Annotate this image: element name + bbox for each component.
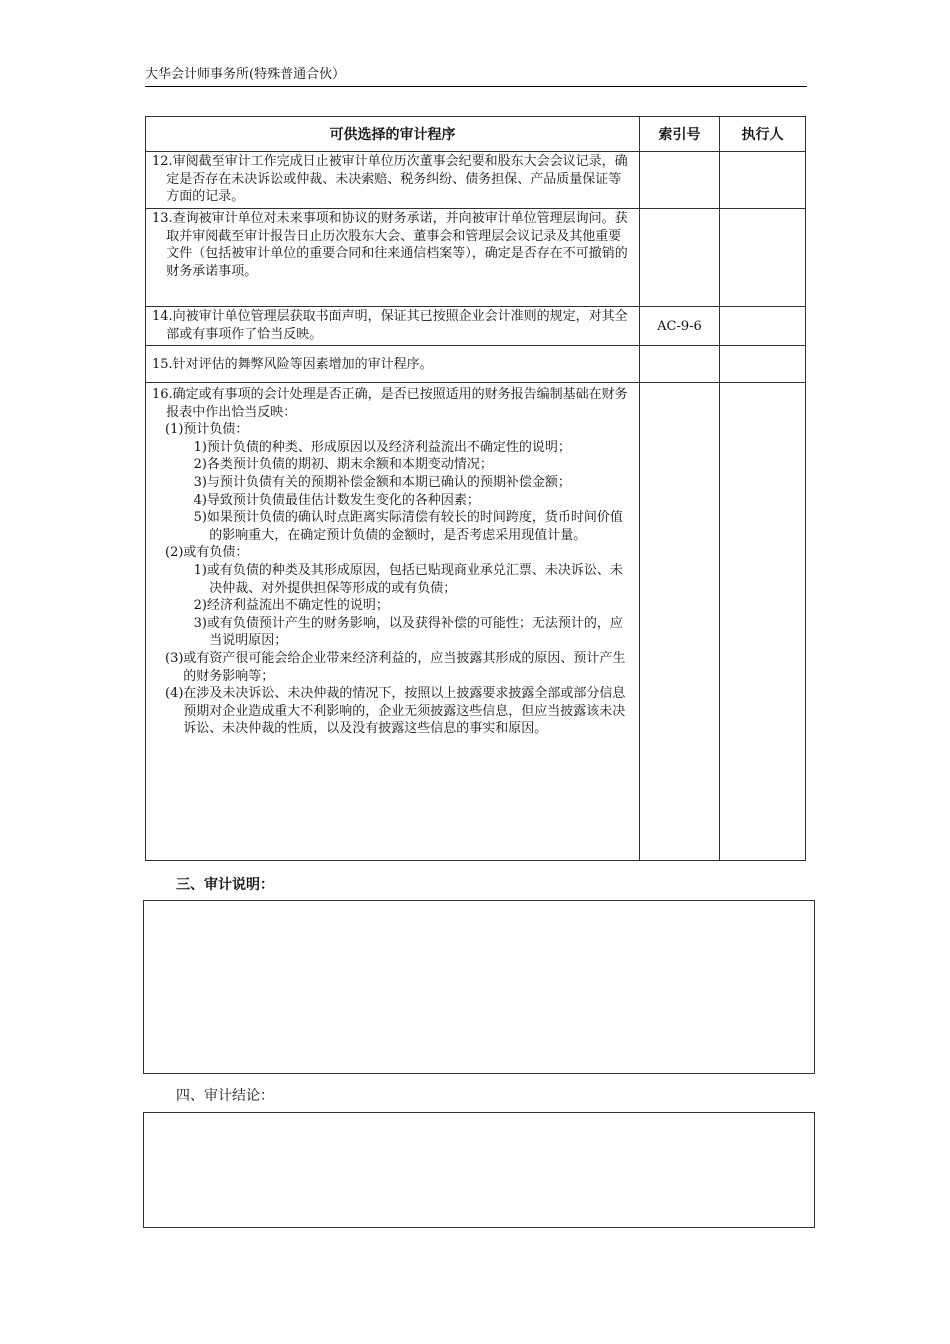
sub-sub-item: 3)与预计负债有关的预期补偿金额和本期已确认的预期补偿金额； (193, 474, 571, 490)
executor-cell (720, 307, 806, 346)
sub-item: (2)或有负债： (165, 545, 249, 561)
procedure-cell (146, 346, 640, 383)
index-cell (640, 209, 720, 307)
procedure-text: 14.向被审计单位管理层获取书面声明，保证其已按照企业会计准则的规定，对其全部或有事项作了恰当反映。 (152, 309, 628, 342)
table-row (146, 307, 806, 346)
sub-sub-item: 2)经济利益流出不确定性的说明； (193, 598, 389, 614)
col-header-index: 索引号 (640, 117, 720, 152)
executor-cell (720, 152, 806, 209)
sub-sub-item: 1)或有负债的种类及其形成原因，包括已贴现商业承兑汇票、未决诉讼、未决仲裁、对外提供担保等形成的或有负债； (193, 562, 623, 596)
audit-procedure-table (145, 116, 806, 861)
procedure-cell (146, 209, 640, 307)
procedure-text: 13.查询被审计单位对未来事项和协议的财务承诺，并向被审计单位管理层询问。获取并审阅截至审计报告日止历次股东大会、董事会和管理层会议记录及其他重要文件（包括被审计单位的重要合同和往来通信档案等），确定是否存在不可撤销的财务承诺事项。 (152, 211, 628, 279)
sub-item: (4)在涉及未决诉讼、未决仲裁的情况下，按照以上披露要求披露全部或部分信息预期对企业造成重大不利影响的，企业无须披露这些信息，但应当披露该未决诉讼、未决仲裁的性质，以及没有披露这些信息的事实和原因。 (165, 686, 626, 737)
col-header-procedure: 可供选择的审计程序 (146, 117, 640, 152)
sub-sub-item: 4)导致预计负债最佳估计数发生变化的各种因素； (193, 492, 480, 508)
index-cell (640, 346, 720, 383)
table-row (146, 383, 806, 861)
procedure-text: 15.针对评估的舞弊风险等因素增加的审计程序。 (152, 356, 433, 372)
table-row (146, 209, 806, 307)
executor-cell (720, 346, 806, 383)
audit-conclusion-title: 四、审计结论： (176, 1088, 274, 1104)
procedure-cell (146, 383, 640, 861)
audit-conclusion-box[interactable] (143, 1112, 815, 1228)
index-cell (640, 152, 720, 209)
sub-item: (3)或有资产很可能会给企业带来经济利益的，应当披露其形成的原因、预计产生的财务影响等； (165, 650, 626, 684)
col-header-executor: 执行人 (720, 117, 806, 152)
sub-sub-item: 3)或有负债预计产生的财务影响，以及获得补偿的可能性；无法预计的，应当说明原因； (193, 615, 623, 649)
executor-cell (720, 383, 806, 861)
procedure-text: 16.确定或有事项的会计处理是否正确，是否已按照适用的财务报告编制基础在财务报表中作出恰当反映： (152, 387, 628, 420)
table-row (146, 346, 806, 383)
sub-sub-item: 5)如果预计负债的确认时点距离实际清偿有较长的时间跨度，货币时间价值的影响重大，在确定预计负债的金额时，是否考虑采用现值计量。 (193, 510, 623, 543)
index-cell (640, 383, 720, 861)
table-header-row (146, 117, 806, 152)
sub-sub-item: 2)各类预计负债的期初、期末余额和本期变动情况； (193, 457, 493, 473)
sub-item: (1)预计负债： (165, 422, 249, 438)
audit-notes-title: 三、审计说明： (176, 877, 274, 893)
page-header: 大华会计师事务所(特殊普通合伙） (145, 64, 807, 87)
sub-sub-item: 1)预计负债的种类、形成原因以及经济利益流出不确定性的说明； (193, 439, 571, 455)
procedure-text: 12.审阅截至审计工作完成日止被审计单位历次董事会纪要和股东大会会议记录，确定是否存在未决诉讼或仲裁、未决索赔、税务纠纷、债务担保、产品质量保证等方面的记录。 (152, 154, 628, 205)
table-row (146, 152, 806, 209)
index-cell: AC-9-6 (640, 307, 720, 346)
procedure-cell (146, 307, 640, 346)
procedure-cell (146, 152, 640, 209)
audit-notes-box[interactable] (143, 900, 815, 1074)
executor-cell (720, 209, 806, 307)
